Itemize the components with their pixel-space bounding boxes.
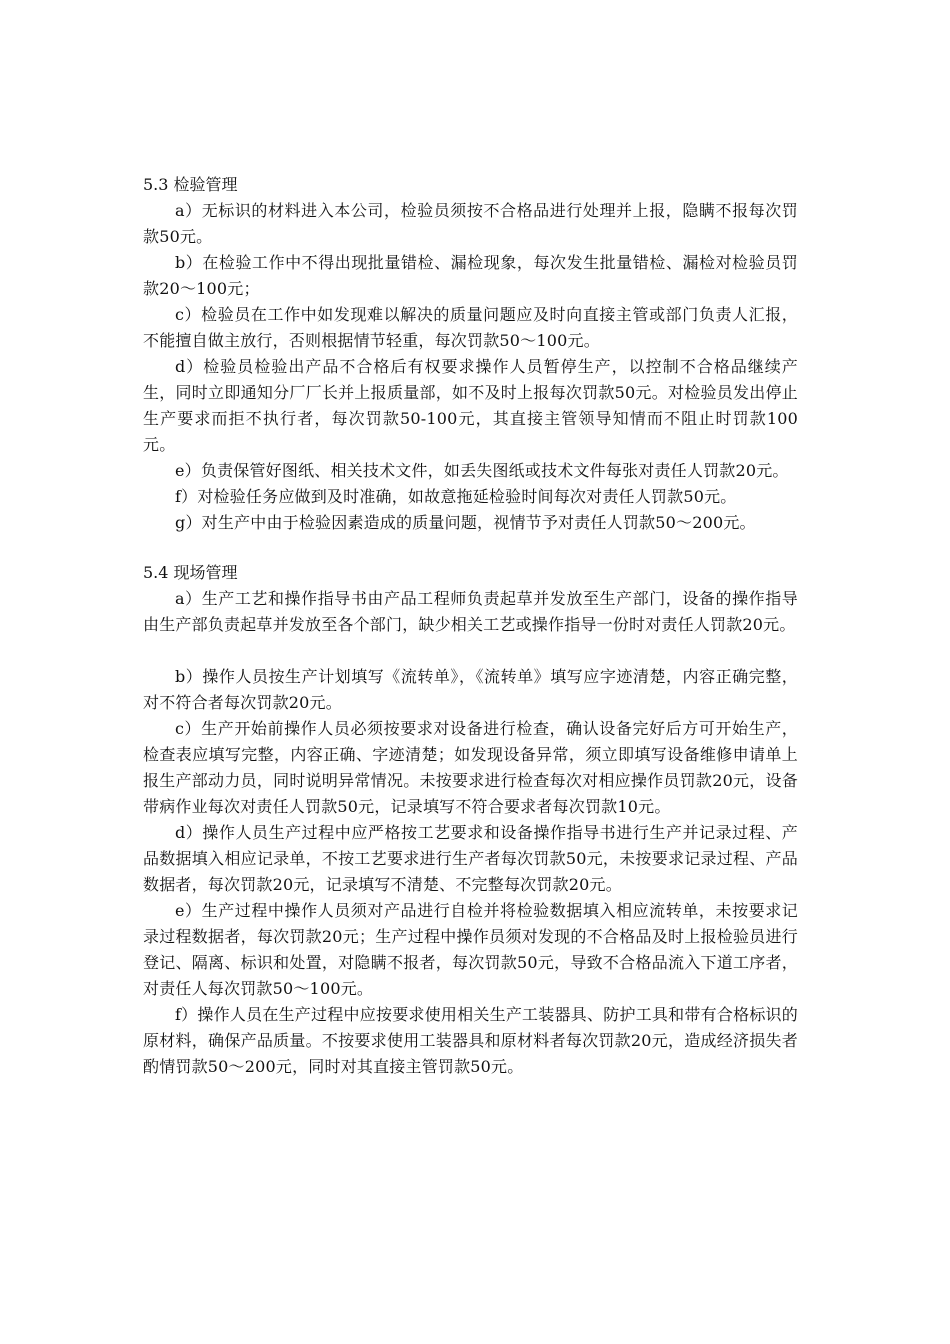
clause-paragraph: b）操作人员按生产计划填写《流转单》，《流转单》填写应字迹清楚，内容正确完整，对不符合者每次罚款20元。 (143, 667, 798, 712)
clause-paragraph: a）无标识的材料进入本公司，检验员须按不合格品进行处理并上报，隐瞒不报每次罚款50元。 (143, 201, 798, 246)
clause-paragraph: c）生产开始前操作人员必须按要求对设备进行检查，确认设备完好后方可开始生产，检查表应填写完整，内容正确、字迹清楚；如发现设备异常，须立即填写设备维修申请单上报生产部动力员，同时说明异常情况。未按要求进行检查每次对相应操作员罚款20元，设备带病作业每次对责任人罚款50元，记录填写不符合要求者每次罚款10元。 (143, 719, 798, 816)
clause-paragraph: b）在检验工作中不得出现批量错检、漏检现象，每次发生批量错检、漏检对检验员罚款20～100元； (143, 253, 798, 298)
document-page (143, 172, 798, 1080)
clause-paragraph: g）对生产中由于检验因素造成的质量问题，视情节予对责任人罚款50～200元。 (175, 513, 756, 532)
clause-paragraph: d）检验员检验出产品不合格后有权要求操作人员暂停生产，以控制不合格品继续产生，同时立即通知分厂厂长并上报质量部，如不及时上报每次罚款50元。对检验员发出停止生产要求而拒不执行者，每次罚款50-100元，其直接主管领导知情而不阻止时罚款100元。 (143, 357, 798, 454)
clause-paragraph: c）检验员在工作中如发现难以解决的质量问题应及时向直接主管或部门负责人汇报，不能擅自做主放行，否则根据情节轻重，每次罚款50～100元。 (143, 305, 798, 350)
section-inspection-management (143, 172, 798, 536)
clause-paragraph: f）对检验任务应做到及时准确，如故意拖延检验时间每次对责任人罚款50元。 (175, 487, 737, 506)
clause-paragraph: e）负责保管好图纸、相关技术文件，如丢失图纸或技术文件每张对责任人罚款20元。 (175, 461, 789, 480)
section-heading: 5.3 检验管理 (143, 175, 238, 194)
clause-paragraph: a）生产工艺和操作指导书由产品工程师负责起草并发放至生产部门，设备的操作指导由生产部负责起草并发放至各个部门，缺少相关工艺或操作指导一份时对责任人罚款20元。 (143, 589, 798, 634)
clause-paragraph: d）操作人员生产过程中应严格按工艺要求和设备操作指导书进行生产并记录过程、产品数据填入相应记录单，不按工艺要求进行生产者每次罚款50元，未按要求记录过程、产品数据者，每次罚款20元，记录填写不清楚、不完整每次罚款20元。 (143, 823, 798, 894)
section-heading: 5.4 现场管理 (143, 563, 238, 582)
clause-paragraph: f）操作人员在生产过程中应按要求使用相关生产工装器具、防护工具和带有合格标识的原材料，确保产品质量。不按要求使用工装器具和原材料者每次罚款20元，造成经济损失者酌情罚款50～200元，同时对其直接主管罚款50元。 (143, 1005, 798, 1076)
section-site-management (143, 560, 798, 1080)
clause-paragraph: e）生产过程中操作人员须对产品进行自检并将检验数据填入相应流转单，未按要求记录过程数据者，每次罚款20元；生产过程中操作员须对发现的不合格品及时上报检验员进行登记、隔离、标识和处置，对隐瞒不报者，每次罚款50元，导致不合格品流入下道工序者，对责任人每次罚款50～100元。 (143, 901, 798, 998)
